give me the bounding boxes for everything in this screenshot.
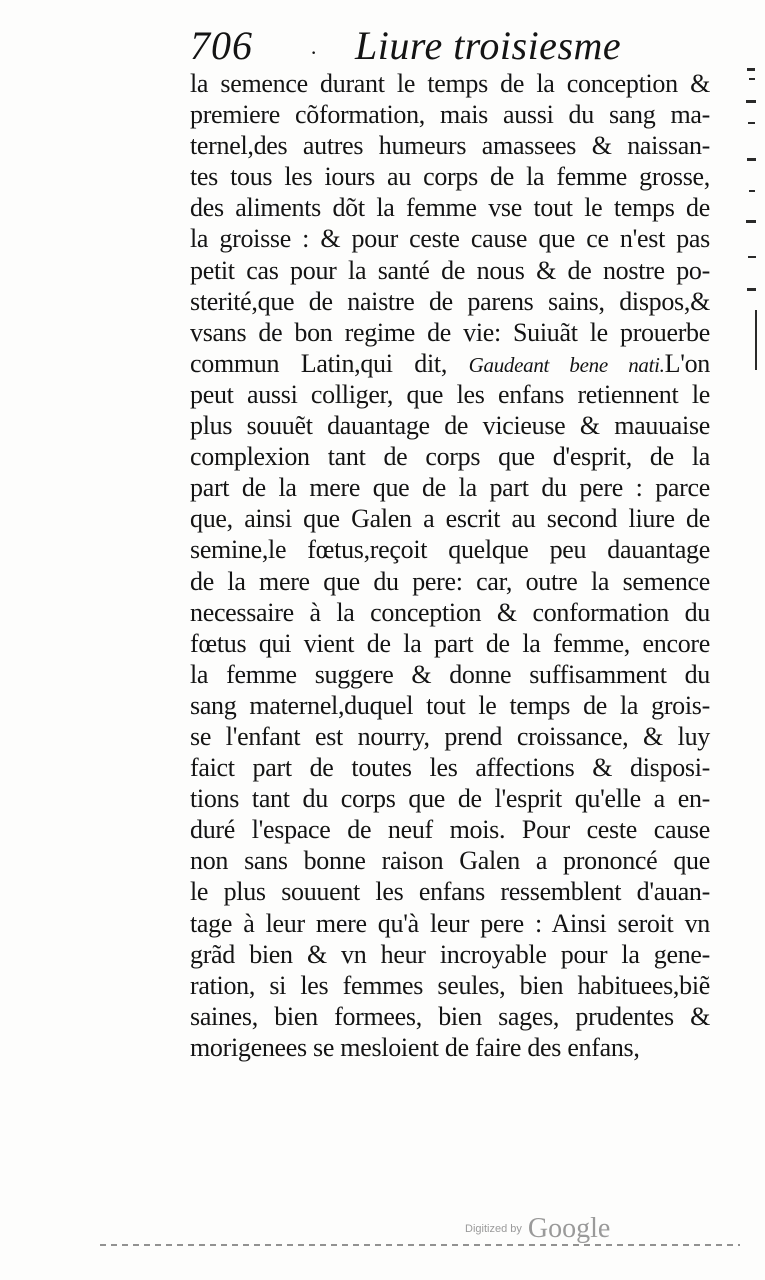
bottom-scan-rule [100, 1244, 740, 1246]
proverb-continuation: L'on [664, 348, 710, 378]
text-line: faict part de toutes les affections & disposi- [190, 753, 710, 783]
header-ornament: · [310, 40, 318, 65]
page-number: 706 [190, 23, 253, 68]
watermark-prefix: Digitized by [465, 1223, 522, 1235]
text-line-with-proverb [190, 348, 710, 379]
text-line: se l'enfant est nourry, prend croissance, & luy [190, 721, 710, 751]
text-line: part de la mere que de la part du pere : parce [190, 473, 710, 503]
text-line-fragment: commun Latin,qui dit, [190, 348, 448, 378]
text-line: le plus souuent les enfans ressemblent d'auan- [190, 877, 710, 907]
text-line: semine,le fœtus,reçoit quelque peu dauantage [190, 535, 710, 565]
text-line: non sans bonne raison Galen a prononcé que [190, 846, 710, 876]
text-line: peut aussi colliger, que les enfans retiennent le [190, 379, 710, 409]
page-header [190, 22, 730, 70]
text-line: tes tous les iours au corps de la femme grosse, [190, 162, 710, 192]
text-line: morigenees se mesloient de faire des enfans, [190, 1032, 640, 1062]
digitized-watermark [465, 1213, 610, 1253]
text-line: ration, si les femmes seules, bien habituees,biẽ [190, 970, 710, 1000]
text-line: sterité,que de naistre de parens sains, dispos,& [190, 286, 710, 316]
text-line: fœtus qui vient de la part de la femme, encore [190, 628, 710, 658]
text-line: plus souuẽt dauantage de vicieuse & mauuaise [190, 411, 710, 441]
text-line: saines, bien formees, bien sages, prudentes & [190, 1001, 710, 1031]
text-line: la femme suggere & donne suffisamment du [190, 659, 710, 689]
text-line: premiere cõformation, mais aussi du sang ma- [190, 100, 710, 130]
text-line: grãd bien & vn heur incroyable pour la gene- [190, 939, 710, 969]
latin-proverb: Gaudeant bene nati. [468, 352, 665, 377]
text-line: tions tant du corps que de l'esprit qu'elle a en- [190, 784, 710, 814]
text-line: tage à leur mere qu'à leur pere : Ainsi seroit vn [190, 908, 710, 938]
text-line: ternel,des autres humeurs amassees & naissan- [190, 131, 710, 161]
google-logo: Google [527, 1213, 611, 1244]
scan-edge-marks [743, 60, 765, 420]
text-line: petit cas pour la santé de nous & de nostre po- [190, 255, 710, 285]
text-line: que, ainsi que Galen a escrit au second liure de [190, 504, 710, 534]
text-line: sang maternel,duquel tout le temps de la grois- [190, 690, 710, 720]
running-title: Liure troisiesme [355, 23, 622, 68]
text-line: complexion tant de corps que d'esprit, de la [190, 442, 710, 472]
text-line: necessaire à la conception & conformation du [190, 597, 710, 627]
text-line: de la mere que du pere: car, outre la semence [190, 566, 710, 596]
text-line: vsans de bon regime de vie: Suiuãt le prouerbe [190, 317, 710, 347]
text-line: duré l'espace de neuf mois. Pour ceste cause [190, 815, 710, 845]
text-line: la groisse : & pour ceste cause que ce n'est pas [190, 224, 710, 254]
text-line: des aliments dõt la femme vse tout le temps de [190, 193, 710, 223]
text-line: la semence durant le temps de la conception & [190, 69, 710, 98]
body-text [190, 68, 710, 1063]
